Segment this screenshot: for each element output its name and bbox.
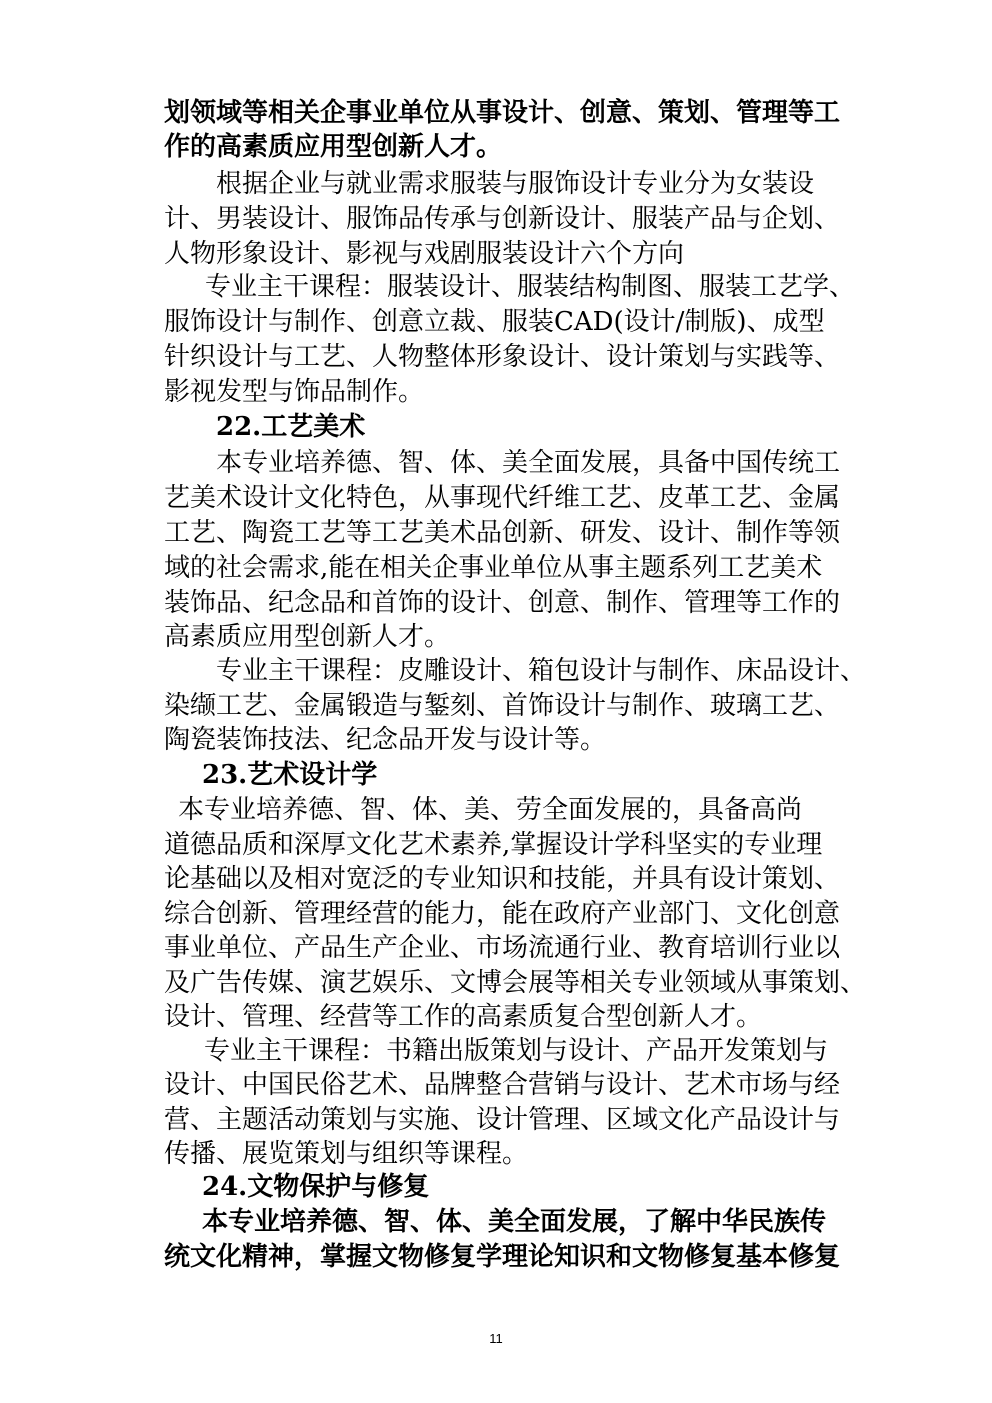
section-heading-23: 23.艺术设计学 [202, 760, 378, 790]
page-number: 11 [489, 1331, 503, 1346]
text-line: 设计、管理、经营等工作的高素质复合型创新人才。 [164, 1002, 763, 1032]
text-line: 本专业培养德、智、体、美、劳全面发展的，具备高尚 [178, 795, 803, 825]
text-line: 专业主干课程：书籍出版策划与设计、产品开发策划与 [204, 1036, 829, 1066]
text-line: 域的社会需求,能在相关企事业单位从事主题系列工艺美术 [164, 553, 823, 583]
text-line: 陶瓷装饰技法、纪念品开发与设计等。 [164, 725, 607, 755]
text-line: 作的高素质应用型创新人才。 [164, 132, 503, 162]
text-line: 营、主题活动策划与实施、设计管理、区域文化产品设计与 [164, 1105, 841, 1135]
text-line: 道德品质和深厚文化艺术素养,掌握设计学科坚实的专业理 [164, 830, 823, 860]
text-line: 针织设计与工艺、人物整体形象设计、设计策划与实践等、 [164, 342, 841, 372]
text-line: 本专业培养德、智、体、美全面发展，了解中华民族传 [202, 1207, 827, 1237]
text-line: 统文化精神，掌握文物修复学理论知识和文物修复基本修复 [164, 1242, 841, 1272]
text-line: 专业主干课程：皮雕设计、箱包设计与制作、床品设计、 [216, 656, 867, 686]
text-line: 艺美术设计文化特色，从事现代纤维工艺、皮革工艺、金属 [164, 483, 841, 513]
text-line: 染缬工艺、金属锻造与錾刻、首饰设计与制作、玻璃工艺、 [164, 691, 841, 721]
text-line: 论基础以及相对宽泛的专业知识和技能，并具有设计策划、 [164, 864, 841, 894]
text-line: 装饰品、纪念品和首饰的设计、创意、制作、管理等工作的 [164, 588, 841, 618]
text-line: 本专业培养德、智、体、美全面发展，具备中国传统工 [216, 448, 841, 478]
text-line: 传播、展览策划与组织等课程。 [164, 1139, 529, 1169]
text-line: 综合创新、管理经营的能力，能在政府产业部门、文化创意 [164, 899, 841, 929]
text-line: 根据企业与就业需求服装与服饰设计专业分为女装设 [216, 169, 815, 199]
text-line: 人物形象设计、影视与戏剧服装设计六个方向 [164, 239, 685, 269]
text-line: 计、男装设计、服饰品传承与创新设计、服装产品与企划、 [164, 204, 841, 234]
text-line: 事业单位、产品生产企业、市场流通行业、教育培训行业以 [164, 933, 841, 963]
text-line: 设计、中国民俗艺术、品牌整合营销与设计、艺术市场与经 [164, 1070, 841, 1100]
section-heading-24: 24.文物保护与修复 [202, 1172, 430, 1202]
text-line: 划领域等相关企事业单位从事设计、创意、策划、管理等工 [164, 98, 841, 128]
text-line: 及广告传媒、演艺娱乐、文博会展等相关专业领域从事策划、 [164, 968, 867, 998]
text-line: 影视发型与饰品制作。 [164, 377, 425, 407]
text-line: 高素质应用型创新人才。 [164, 622, 451, 652]
section-heading-22: 22.工艺美术 [216, 412, 366, 442]
text-line: 专业主干课程：服装设计、服装结构制图、服装工艺学、 [205, 272, 856, 302]
text-line: 服饰设计与制作、创意立裁、服装CAD(设计/制版)、成型 [164, 307, 825, 337]
text-line: 工艺、陶瓷工艺等工艺美术品创新、研发、设计、制作等领 [164, 518, 841, 548]
